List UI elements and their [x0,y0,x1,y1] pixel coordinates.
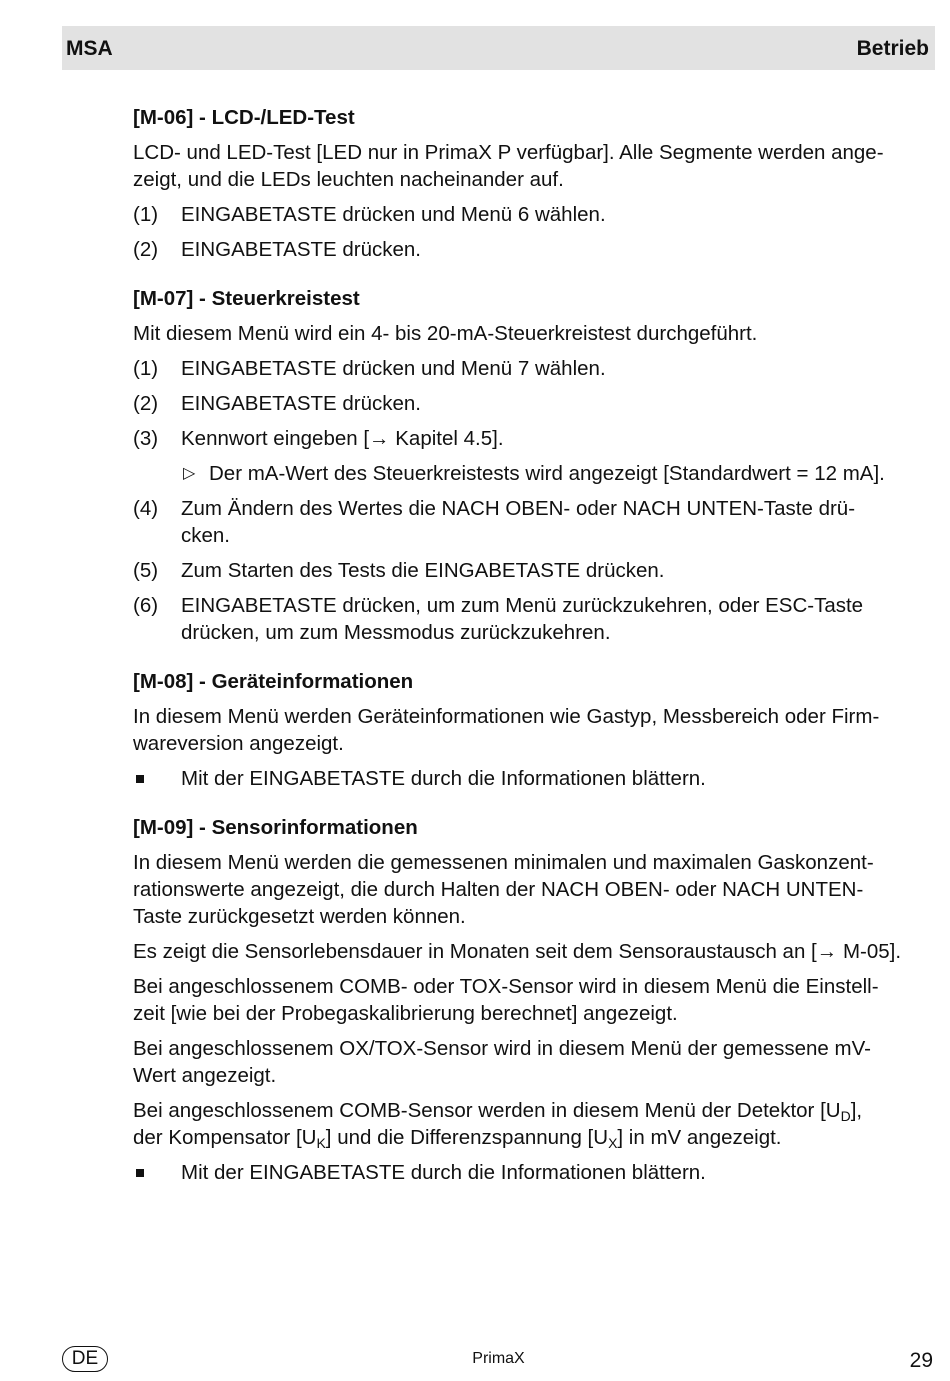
language-badge: DE [62,1346,108,1372]
step-number: (1) [133,357,159,380]
paragraph: Bei angeschlossenem COMB- oder TOX-Sensor wird in diesem Menü die Einstell- zeit [wie bei der Probegaskalibrierung berechnet] angezeigt. [133,975,879,1025]
paragraph: In diesem Menü werden die gemessenen minimalen und maximalen Gaskonzent- rationswerte angezeigt, die durch Halten der NACH OBEN- oder NACH UNTEN- Taste zurückgesetzt werden können. [133,851,874,928]
step-number: (2) [133,238,159,261]
step-item [133,495,935,549]
paragraph: Bei angeschlossenem OX/TOX-Sensor wird in diesem Menü der gemessene mV- Wert angezeigt. [133,1037,871,1087]
page-number: 29 [909,1349,933,1372]
section-title: [M-08] - Geräteinformationen [133,670,414,693]
step-item [133,201,935,228]
header-chapter: Betrieb [856,37,929,60]
section-m08 [133,668,935,792]
square-bullet-icon [136,775,144,783]
bullet-text: Mit der EINGABETASTE durch die Informationen blättern. [181,767,706,790]
paragraph: Mit diesem Menü wird ein 4- bis 20-mA-Steuerkreistest durchgeführt. [133,322,758,345]
step-text: cken. [181,524,230,547]
step-item [133,557,935,584]
bullet-item [133,1159,935,1186]
step-text: EINGABETASTE drücken und Menü 6 wählen. [181,203,606,226]
step-text: drücken, um zum Messmodus zurückzukehren. [181,621,611,644]
footer-product-name: PrimaX [472,1350,525,1367]
section-title: [M-06] - LCD-/LED-Test [133,106,355,129]
bullet-item [133,765,935,792]
step-number: (5) [133,559,159,582]
square-bullet-icon [136,1169,144,1177]
section-m07 [133,285,935,646]
step-text: EINGABETASTE drücken und Menü 7 wählen. [181,357,606,380]
result-text: Der mA-Wert des Steuerkreistests wird angezeigt [Standardwert = 12 mA]. [209,462,885,485]
paragraph: Bei angeschlossenem COMB-Sensor werden in diesem Menü der Detektor $[U_D]$, der Kompensator $[U_K]$ und die Differenzspannung $[U_X]$ in mV angezeigt. [133,1099,863,1151]
section-title: [M-09] - Sensorinformationen [133,816,418,839]
paragraph: Es zeigt die Sensorlebensdauer in Monaten seit dem Sensoraustausch an [→ M-05]. [133,940,902,963]
step-item [133,355,935,382]
step-number: (2) [133,392,159,415]
step-text: EINGABETASTE drücken. [181,392,422,415]
section-m09 [133,814,935,1186]
step-text: Kennwort eingeben [→ Kapitel 4.5]. [181,427,504,450]
step-number: (6) [133,594,159,617]
step-text: Zum Ändern des Wertes die NACH OBEN- oder NACH UNTEN-Taste drü- [181,497,856,520]
paragraph: LCD- und LED-Test [LED nur in PrimaX P verfügbar]. Alle Segmente werden ange- zeigt, und die LEDs leuchten nacheinander auf. [133,141,884,191]
result-arrow-icon: ▷ [183,465,196,482]
step-text: EINGABETASTE drücken. [181,238,422,261]
paragraph: In diesem Menü werden Geräteinformationen wie Gastyp, Messbereich oder Firm- wareversion angezeigt. [133,705,880,755]
header-brand: MSA [66,37,113,60]
step-number: (1) [133,203,159,226]
section-title: [M-07] - Steuerkreistest [133,287,360,310]
step-item [133,425,935,452]
page-content [133,104,935,1208]
bullet-text: Mit der EINGABETASTE durch die Informationen blättern. [181,1161,706,1184]
step-item [133,390,935,417]
page-header [62,26,935,70]
step-item [133,236,935,263]
step-result [133,460,935,487]
section-m06 [133,104,935,263]
step-item [133,592,935,646]
step-text: Zum Starten des Tests die EINGABETASTE drücken. [181,559,665,582]
step-number: (4) [133,497,159,520]
step-number: (3) [133,427,159,450]
step-text: EINGABETASTE drücken, um zum Menü zurückzukehren, oder ESC-Taste [181,594,864,617]
